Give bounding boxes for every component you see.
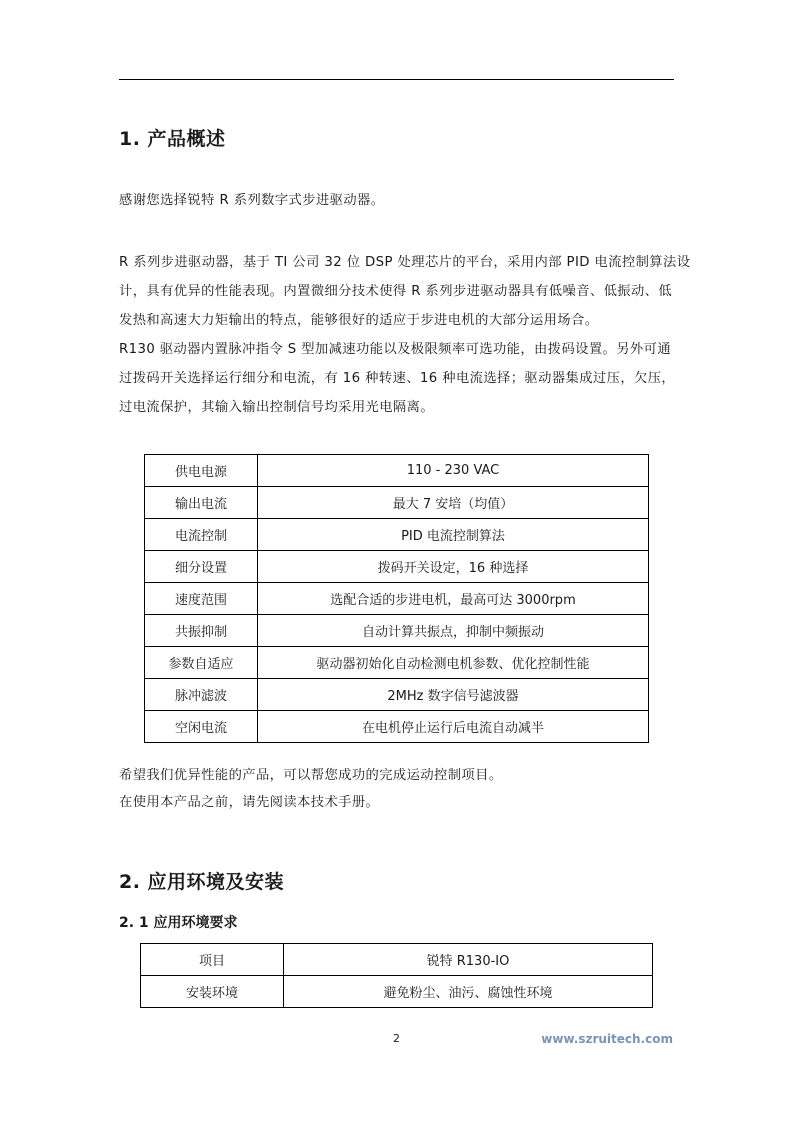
spec-value: 在电机停止运行后电流自动减半 [258, 711, 649, 743]
table-row [141, 944, 653, 976]
table-row [145, 487, 649, 519]
spec-label: 细分设置 [145, 551, 258, 583]
spec-label: 供电电源 [145, 455, 258, 487]
spec-label: 空闲电流 [145, 711, 258, 743]
env-value: 避免粉尘、油污、腐蚀性环境 [284, 976, 653, 1008]
spec-value: PID 电流控制算法 [258, 519, 649, 551]
spec-value: 最大 7 安培（均值） [258, 487, 649, 519]
spec-value: 自动计算共振点，抑制中频振动 [258, 615, 649, 647]
env-label: 项目 [141, 944, 284, 976]
table-row [145, 615, 649, 647]
description-line: R130 驱动器内置脉冲指令 S 型加减速功能以及极限频率可选功能，由拨码设置。另外可通 [119, 342, 672, 357]
environment-table [140, 943, 653, 1008]
spec-value: 驱动器初始化自动检测电机参数、优化控制性能 [258, 647, 649, 679]
website-link[interactable]: www.szruitech.com [541, 1032, 673, 1046]
description-paragraph [119, 248, 691, 422]
description-line: R 系列步进驱动器，基于 TI 公司 32 位 DSP 处理芯片的平台，采用内部 PID 电流控制算法设 [119, 255, 691, 270]
table-row [145, 519, 649, 551]
env-label: 安装环境 [141, 976, 284, 1008]
spec-label: 电流控制 [145, 519, 258, 551]
spec-value: 110 - 230 VAC [258, 455, 649, 487]
intro-line: 感谢您选择锐特 R 系列数字式步进驱动器。 [119, 193, 385, 208]
intro-paragraph [119, 186, 679, 215]
description-line: 计，具有优异的性能表现。内置微细分技术使得 R 系列步进驱动器具有低噪音、低振动、低 [119, 284, 673, 299]
description-line: 过拨码开关选择运行细分和电流，有 16 种转速、16 种电流选择；驱动器集成过压，欠压， [119, 371, 676, 386]
spec-label: 共振抑制 [145, 615, 258, 647]
section-2-1-title: 2. 1 应用环境要求 [119, 915, 238, 931]
spec-label: 脉冲滤波 [145, 679, 258, 711]
table-row [145, 583, 649, 615]
closing-line: 希望我们优异性能的产品，可以帮您成功的完成运动控制项目。 [119, 768, 503, 783]
section-2-title: 2. 应用环境及安装 [119, 871, 285, 893]
spec-value: 拨码开关设定，16 种选择 [258, 551, 649, 583]
description-line: 发热和高速大力矩输出的特点，能够很好的适应于步进电机的大部分运用场合。 [119, 313, 599, 328]
closing-line: 在使用本产品之前，请先阅读本技术手册。 [119, 795, 380, 810]
header-rule [119, 79, 674, 80]
spec-label: 参数自适应 [145, 647, 258, 679]
table-row [145, 647, 649, 679]
table-row [145, 551, 649, 583]
spec-value: 选配合适的步进电机，最高可达 3000rpm [258, 583, 649, 615]
description-line: 过电流保护，其输入输出控制信号均采用光电隔离。 [119, 400, 435, 415]
section-1-title: 1. 产品概述 [119, 128, 226, 150]
spec-label: 输出电流 [145, 487, 258, 519]
env-value: 锐特 R130-IO [284, 944, 653, 976]
table-row [145, 455, 649, 487]
table-row [141, 976, 653, 1008]
closing-paragraph [119, 762, 679, 816]
spec-label: 速度范围 [145, 583, 258, 615]
spec-table [144, 454, 649, 743]
table-row [145, 679, 649, 711]
spec-value: 2MHz 数字信号滤波器 [258, 679, 649, 711]
table-row [145, 711, 649, 743]
page-number: 2 [393, 1032, 400, 1045]
